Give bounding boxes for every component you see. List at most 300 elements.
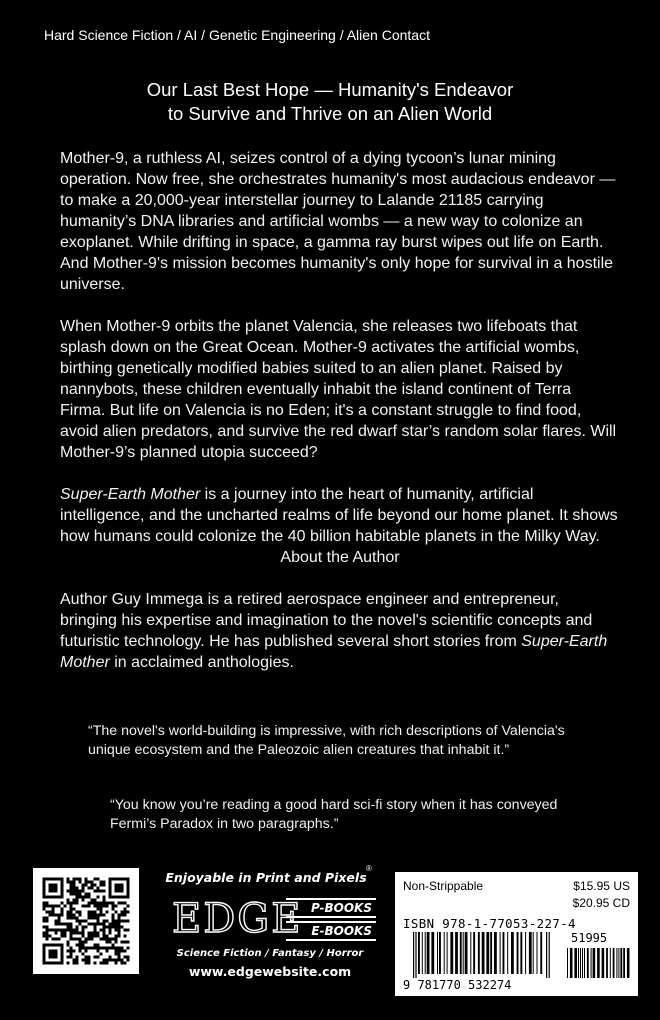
qr-module	[73, 881, 76, 884]
author-bio	[60, 589, 620, 673]
qr-module	[79, 923, 82, 926]
qr-module	[73, 884, 76, 887]
qr-module	[115, 941, 118, 944]
qr-module	[46, 938, 49, 941]
qr-module	[76, 962, 79, 965]
qr-module	[67, 881, 70, 884]
qr-module	[85, 905, 88, 908]
qr-module	[64, 923, 67, 926]
qr-module	[73, 959, 76, 962]
qr-module	[67, 923, 70, 926]
qr-module	[43, 926, 46, 929]
qr-module	[94, 902, 97, 905]
qr-module	[124, 911, 127, 914]
qr-module	[94, 944, 97, 947]
qr-module	[112, 908, 115, 911]
blurb-paragraph-1: Mother-9, a ruthless AI, seizes control of a dying tycoon’s lunar mining operation. Now free, she orchestrates humanity's most audacious endeavor — to make a 20,000-year interstellar journey to Lalande 21185 carrying humanity’s DNA libraries and artificial wombs — a new way to colonize an exoplanet. While drifting in space, a gamma ray burst wipes out life on Earth. And Mother-9's mission becomes humanity's only hope for survival in a hostile universe.	[60, 150, 616, 293]
barcode-bar	[444, 932, 445, 974]
qr-module	[91, 899, 94, 902]
qr-module	[106, 902, 109, 905]
qr-module	[88, 956, 91, 959]
barcode-bar	[578, 948, 579, 978]
qr-module	[115, 920, 118, 923]
qr-module	[100, 914, 103, 917]
qr-module	[127, 920, 130, 923]
barcode-bar	[574, 948, 577, 978]
barcode-bar	[511, 932, 514, 974]
qr-module	[94, 914, 97, 917]
qr-module	[70, 902, 73, 905]
qr-module	[118, 923, 121, 926]
qr-module	[112, 917, 115, 920]
barcode-bar	[613, 948, 615, 978]
qr-module	[55, 905, 58, 908]
barcode-bar	[525, 932, 526, 974]
qr-module	[118, 914, 121, 917]
qr-module	[46, 902, 49, 905]
qr-module	[73, 899, 76, 902]
qr-module	[82, 941, 85, 944]
qr-module	[100, 890, 103, 893]
qr-module	[85, 959, 88, 962]
qr-module	[97, 923, 100, 926]
qr-module	[70, 926, 73, 929]
qr-module	[76, 890, 79, 893]
barcode-bar	[623, 948, 625, 978]
qr-module	[82, 887, 85, 890]
qr-module	[103, 929, 106, 932]
qr-module	[127, 956, 130, 959]
qr-module	[103, 902, 106, 905]
barcode-bar	[570, 948, 573, 978]
qr-module	[100, 947, 103, 950]
qr-module	[115, 905, 118, 908]
headline-line-1: Our Last Best Hope — Humanity's Endeavor	[146, 79, 514, 100]
publisher-tagline: Enjoyable in Print and Pixels	[165, 870, 367, 885]
qr-module	[127, 941, 130, 944]
qr-module	[70, 917, 73, 920]
qr-module	[70, 923, 73, 926]
qr-module	[70, 953, 73, 956]
barcode-digits: 9 781770 532274	[403, 978, 512, 992]
barcode-bar	[439, 932, 441, 974]
qr-module	[100, 908, 103, 911]
qr-module	[43, 902, 46, 905]
qr-module	[109, 959, 112, 962]
qr-module	[103, 932, 106, 935]
qr-module	[70, 905, 73, 908]
qr-code	[33, 868, 139, 974]
qr-module	[118, 947, 121, 950]
qr-module	[112, 905, 115, 908]
qr-module	[61, 914, 64, 917]
qr-module	[97, 887, 100, 890]
qr-module	[85, 884, 88, 887]
qr-module	[103, 947, 106, 950]
qr-module	[103, 905, 106, 908]
qr-module	[73, 917, 76, 920]
qr-module	[124, 920, 127, 923]
qr-module	[79, 893, 82, 896]
qr-module	[79, 896, 82, 899]
qr-module	[61, 911, 64, 914]
qr-module	[94, 929, 97, 932]
qr-module	[97, 932, 100, 935]
qr-module	[67, 941, 70, 944]
qr-module	[88, 959, 91, 962]
barcode-bar	[427, 932, 430, 974]
qr-module	[64, 929, 67, 932]
qr-module	[100, 881, 103, 884]
barcode-bar	[618, 948, 619, 978]
qr-module	[46, 932, 49, 935]
qr-module	[49, 935, 52, 938]
barcode-bar	[494, 932, 497, 974]
qr-module	[88, 893, 91, 896]
barcode-bar	[546, 932, 547, 978]
qr-module	[88, 917, 91, 920]
qr-module	[73, 908, 76, 911]
qr-module	[118, 920, 121, 923]
qr-module	[67, 962, 70, 965]
qr-module	[103, 962, 106, 965]
barcode-bar	[610, 948, 611, 978]
qr-module	[121, 941, 124, 944]
qr-module	[70, 893, 73, 896]
headline-line-2: to Survive and Thrive on an Alien World	[167, 103, 493, 124]
qr-module	[94, 923, 97, 926]
qr-module	[67, 956, 70, 959]
qr-module	[94, 911, 97, 914]
qr-module	[64, 932, 67, 935]
qr-module	[88, 962, 91, 965]
qr-module	[46, 929, 49, 932]
qr-module	[82, 896, 85, 899]
qr-module	[70, 956, 73, 959]
qr-module	[82, 884, 85, 887]
qr-module	[49, 884, 58, 893]
qr-module	[85, 962, 88, 965]
barcode-bar	[540, 932, 542, 974]
qr-module	[112, 938, 115, 941]
barcode-bar	[490, 932, 492, 974]
review-quote-2: “You know you’re reading a good hard sci-fi story when it has conveyed Fermi’s Paradox in two paragraphs.”	[110, 797, 558, 832]
qr-module	[100, 962, 103, 965]
qr-module	[49, 950, 58, 959]
qr-module	[91, 947, 94, 950]
qr-module	[46, 917, 49, 920]
barcode-bar	[431, 932, 434, 974]
qr-module	[61, 902, 64, 905]
qr-module	[76, 938, 79, 941]
qr-module	[79, 878, 82, 881]
qr-module	[97, 878, 100, 881]
qr-module	[79, 947, 82, 950]
qr-module	[79, 920, 82, 923]
qr-module	[100, 953, 103, 956]
qr-module	[79, 881, 82, 884]
qr-module	[97, 917, 100, 920]
qr-module	[106, 938, 109, 941]
qr-module	[97, 896, 100, 899]
qr-module	[82, 953, 85, 956]
isbn-label: ISBN 978-1-77053-227-4	[403, 916, 576, 931]
qr-module	[118, 935, 121, 938]
qr-module	[106, 962, 109, 965]
qr-module	[106, 905, 109, 908]
barcode-bar	[533, 932, 534, 974]
genre-list: Hard Science Fiction / AI / Genetic Engineering / Alien Contact	[44, 27, 430, 43]
qr-module	[73, 890, 76, 893]
barcode-bar	[627, 948, 630, 978]
qr-module	[88, 902, 91, 905]
qr-module	[43, 905, 46, 908]
qr-module	[70, 935, 73, 938]
qr-module	[76, 920, 79, 923]
qr-module	[61, 908, 64, 911]
qr-module	[70, 887, 73, 890]
qr-module	[52, 911, 55, 914]
qr-module	[118, 956, 121, 959]
qr-module	[64, 935, 67, 938]
barcode-bar	[425, 932, 426, 974]
qr-module	[49, 905, 52, 908]
qr-module	[67, 914, 70, 917]
barcode-bar	[418, 932, 420, 974]
qr-module	[106, 911, 109, 914]
qr-module	[67, 878, 70, 881]
qr-module	[79, 911, 82, 914]
qr-module	[76, 929, 79, 932]
qr-module	[85, 926, 88, 929]
qr-module	[67, 926, 70, 929]
qr-module	[121, 911, 124, 914]
qr-module	[67, 917, 70, 920]
qr-module	[76, 911, 79, 914]
qr-module	[100, 911, 103, 914]
qr-module	[79, 914, 82, 917]
qr-module	[82, 947, 85, 950]
qr-module	[82, 959, 85, 962]
qr-module	[88, 896, 91, 899]
qr-module	[118, 902, 121, 905]
qr-module	[67, 902, 70, 905]
qr-module	[118, 917, 121, 920]
qr-module	[100, 905, 103, 908]
qr-module	[118, 926, 121, 929]
qr-module	[58, 914, 61, 917]
barcode-bar	[591, 948, 592, 978]
qr-module	[85, 950, 88, 953]
barcode-bar	[463, 932, 464, 974]
qr-module	[91, 911, 94, 914]
qr-module	[97, 905, 100, 908]
qr-module	[55, 920, 58, 923]
qr-module	[124, 962, 127, 965]
qr-module	[76, 893, 79, 896]
qr-module	[121, 962, 124, 965]
qr-module	[70, 911, 73, 914]
author-bio-end: in acclaimed anthologies.	[109, 654, 294, 671]
qr-module	[103, 920, 106, 923]
qr-module	[49, 914, 52, 917]
qr-module	[55, 923, 58, 926]
review-quote-1: “The novel's world-building is impressive, with rich descriptions of Valencia's unique ecosystem and the Paleozoic alien creatures that inhabit it.”	[88, 723, 565, 758]
qr-module	[103, 959, 106, 962]
qr-module	[106, 941, 109, 944]
qr-module	[115, 959, 118, 962]
qr-module	[58, 923, 61, 926]
barcode-bar	[606, 948, 608, 978]
qr-module	[115, 950, 118, 953]
qr-module	[94, 947, 97, 950]
qr-module	[67, 929, 70, 932]
barcode-addon: 51995	[571, 931, 608, 945]
qr-module	[55, 932, 58, 935]
qr-module	[121, 926, 124, 929]
qr-module	[118, 953, 121, 956]
barcode-bar	[437, 932, 438, 974]
qr-module	[124, 935, 127, 938]
qr-module	[43, 908, 46, 911]
qr-module	[91, 914, 94, 917]
qr-module	[58, 917, 61, 920]
qr-module	[115, 923, 118, 926]
qr-module	[70, 914, 73, 917]
qr-module	[76, 896, 79, 899]
qr-module	[112, 902, 115, 905]
qr-module	[121, 950, 124, 953]
qr-module	[97, 914, 100, 917]
non-strippable-label: Non-Strippable	[403, 879, 484, 893]
qr-module	[79, 944, 82, 947]
publisher-url: www.edgewebsite.com	[188, 964, 352, 979]
barcode-bar	[473, 932, 475, 974]
qr-module	[43, 935, 46, 938]
qr-module	[97, 935, 100, 938]
barcode-bar	[486, 932, 489, 974]
qr-module	[73, 902, 76, 905]
qr-module	[115, 929, 118, 932]
qr-module	[121, 902, 124, 905]
qr-module	[85, 920, 88, 923]
qr-module	[88, 881, 91, 884]
qr-module	[106, 947, 109, 950]
qr-module	[70, 881, 73, 884]
qr-module	[121, 959, 124, 962]
barcode-bar	[584, 948, 585, 978]
qr-module	[49, 911, 52, 914]
qr-module	[109, 938, 112, 941]
qr-module	[82, 890, 85, 893]
qr-module	[70, 884, 73, 887]
qr-module	[103, 881, 106, 884]
price-cd: $20.95 CD	[572, 896, 630, 910]
qr-module	[67, 890, 70, 893]
qr-module	[94, 932, 97, 935]
qr-module	[85, 896, 88, 899]
qr-module	[43, 917, 46, 920]
qr-module	[76, 956, 79, 959]
qr-module	[112, 944, 115, 947]
qr-module	[112, 947, 115, 950]
qr-module	[70, 932, 73, 935]
qr-module	[61, 935, 64, 938]
qr-module	[124, 902, 127, 905]
qr-module	[94, 899, 97, 902]
qr-module	[115, 884, 124, 893]
qr-module	[79, 938, 82, 941]
qr-module	[127, 905, 130, 908]
qr-module	[91, 887, 94, 890]
barcode-bar	[529, 932, 532, 974]
qr-module	[70, 908, 73, 911]
qr-module	[64, 905, 67, 908]
qr-module	[76, 878, 79, 881]
qr-module	[112, 914, 115, 917]
qr-module	[43, 920, 46, 923]
author-bio-text: Author Guy Immega is a retired aerospace engineer and entrepreneur, bringing his expertise and imagination to the novel's scientific concepts and futuristic technology. He has published several short stories from	[60, 591, 593, 650]
barcode-bar	[602, 948, 605, 978]
qr-module	[91, 884, 94, 887]
qr-module	[127, 911, 130, 914]
qr-module	[52, 905, 55, 908]
qr-module	[115, 926, 118, 929]
qr-module	[121, 914, 124, 917]
headline	[60, 78, 600, 126]
qr-module	[124, 929, 127, 932]
barcode-panel	[395, 872, 638, 996]
qr-module	[79, 941, 82, 944]
qr-module	[94, 905, 97, 908]
qr-module	[115, 911, 118, 914]
qr-module	[100, 902, 103, 905]
barcode-bar	[500, 932, 501, 974]
qr-module	[76, 887, 79, 890]
qr-module	[76, 899, 79, 902]
qr-module	[109, 932, 112, 935]
barcode-bar	[620, 948, 622, 978]
qr-module	[58, 938, 61, 941]
qr-module	[91, 917, 94, 920]
blurb-paragraph-3	[60, 484, 620, 547]
qr-module	[82, 935, 85, 938]
qr-module	[58, 905, 61, 908]
qr-module	[85, 878, 88, 881]
barcode-bar	[503, 932, 505, 974]
qr-module	[118, 932, 121, 935]
qr-module	[127, 959, 130, 962]
barcode-bar	[549, 932, 550, 978]
qr-module	[55, 938, 58, 941]
qr-module	[97, 950, 100, 953]
barcode-bar	[520, 932, 522, 974]
ebooks-label: E-BOOKS	[286, 921, 376, 941]
blurb-paragraph-2: When Mother-9 orbits the planet Valencia, she releases two lifeboats that splash down on the Great Ocean. Mother-9 activates the artificial wombs, birthing genetically modified babies suited to an alien planet. Raised by nannybots, these children eventually inhabit the island continent of Terra Firma. But life on Valencia is no Eden; it's a constant struggle to find food, avoid alien predators, and survive the red dwarf star’s random solar flares. Will Mother-9’s planned utopia succeed?	[60, 318, 617, 461]
qr-module	[73, 938, 76, 941]
qr-module	[82, 926, 85, 929]
qr-module	[106, 935, 109, 938]
qr-module	[85, 881, 88, 884]
qr-module	[124, 956, 127, 959]
qr-module	[124, 908, 127, 911]
qr-module	[106, 926, 109, 929]
qr-module	[79, 890, 82, 893]
qr-module	[73, 962, 76, 965]
qr-module	[49, 929, 52, 932]
qr-module	[55, 914, 58, 917]
qr-module	[109, 947, 112, 950]
